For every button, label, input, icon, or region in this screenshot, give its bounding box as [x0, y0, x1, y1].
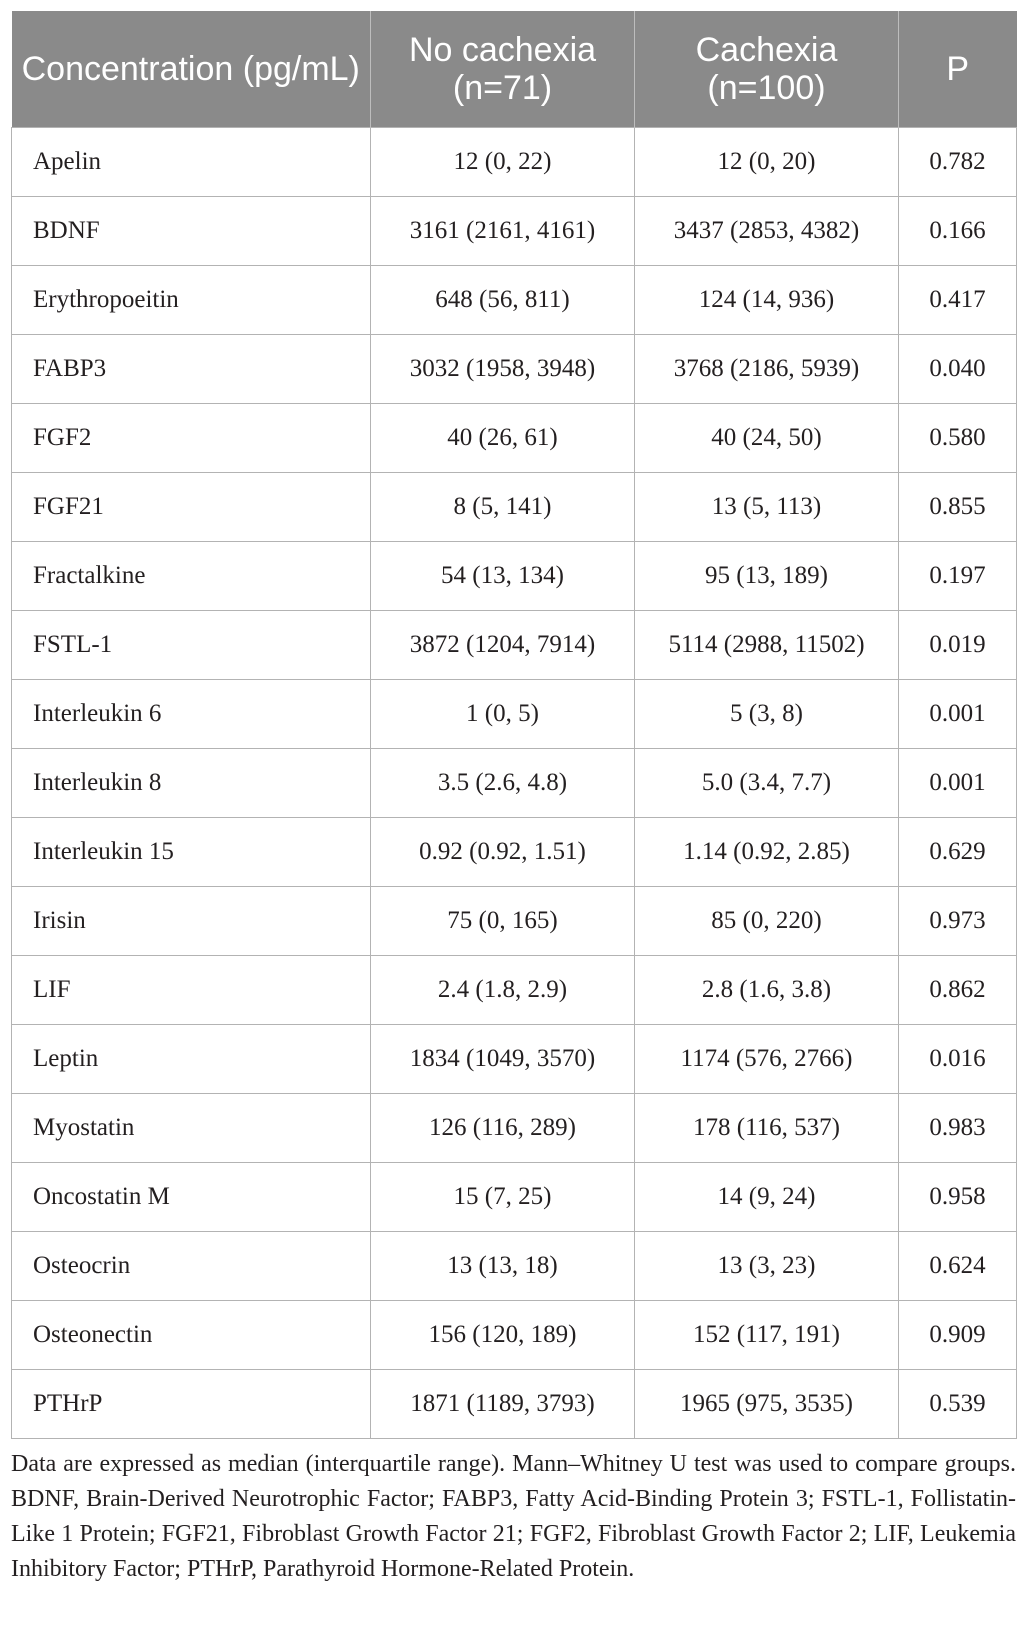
- table-row: [12, 127, 1017, 196]
- table-row: [12, 1024, 1017, 1093]
- header-concentration: Concentration (pg/mL): [12, 11, 371, 127]
- p-value-cell: 0.001: [899, 748, 1017, 817]
- p-value-cell: 0.973: [899, 886, 1017, 955]
- header-no-cachexia: No cachexia (n=71): [371, 11, 635, 127]
- table-row: [12, 541, 1017, 610]
- cachexia-cell: 5114 (2988, 11502): [635, 610, 899, 679]
- table-row: [12, 748, 1017, 817]
- row-name-cell: Interleukin 6: [12, 679, 371, 748]
- no-cachexia-cell: 3161 (2161, 4161): [371, 196, 635, 265]
- p-value-cell: 0.040: [899, 334, 1017, 403]
- p-value-cell: 0.862: [899, 955, 1017, 1024]
- table-row: [12, 817, 1017, 886]
- row-name-cell: Myostatin: [12, 1093, 371, 1162]
- no-cachexia-cell: 1834 (1049, 3570): [371, 1024, 635, 1093]
- table-row: [12, 1231, 1017, 1300]
- no-cachexia-cell: 54 (13, 134): [371, 541, 635, 610]
- table-footnote: Data are expressed as median (interquartile range). Mann–Whitney U test was used to compare groups. BDNF, Brain-Derived Neurotrophic Factor; FABP3, Fatty Acid-Binding Protein 3; FSTL-1, Follistatin-Like 1 Protein; FGF21, Fibroblast Growth Factor 21; FGF2, Fibroblast Growth Factor 2; LIF, Leukemia Inhibitory Factor; PTHrP, Parathyroid Hormone-Related Protein.: [11, 1450, 1016, 1582]
- p-value-cell: 0.629: [899, 817, 1017, 886]
- row-name-cell: Apelin: [12, 127, 371, 196]
- row-name-cell: BDNF: [12, 196, 371, 265]
- p-value-cell: 0.166: [899, 196, 1017, 265]
- p-value-cell: 0.782: [899, 127, 1017, 196]
- p-value-cell: 0.909: [899, 1300, 1017, 1369]
- p-value-cell: 0.539: [899, 1369, 1017, 1438]
- cachexia-cell: 14 (9, 24): [635, 1162, 899, 1231]
- cachexia-cell: 3768 (2186, 5939): [635, 334, 899, 403]
- no-cachexia-cell: 8 (5, 141): [371, 472, 635, 541]
- cachexia-cell: 5 (3, 8): [635, 679, 899, 748]
- cachexia-cell: 1965 (975, 3535): [635, 1369, 899, 1438]
- header-row: [12, 11, 1017, 127]
- no-cachexia-cell: 156 (120, 189): [371, 1300, 635, 1369]
- no-cachexia-cell: 3.5 (2.6, 4.8): [371, 748, 635, 817]
- no-cachexia-cell: 3032 (1958, 3948): [371, 334, 635, 403]
- table-row: [12, 1093, 1017, 1162]
- row-name-cell: Oncostatin M: [12, 1162, 371, 1231]
- no-cachexia-cell: 2.4 (1.8, 2.9): [371, 955, 635, 1024]
- row-name-cell: FGF21: [12, 472, 371, 541]
- cytokine-table: [11, 11, 1017, 1439]
- cachexia-cell: 40 (24, 50): [635, 403, 899, 472]
- p-value-cell: 0.016: [899, 1024, 1017, 1093]
- table-row: [12, 610, 1017, 679]
- row-name-cell: Erythropoeitin: [12, 265, 371, 334]
- p-value-cell: 0.417: [899, 265, 1017, 334]
- table-row: [12, 1162, 1017, 1231]
- p-value-cell: 0.958: [899, 1162, 1017, 1231]
- row-name-cell: Fractalkine: [12, 541, 371, 610]
- p-value-cell: 0.019: [899, 610, 1017, 679]
- no-cachexia-cell: 3872 (1204, 7914): [371, 610, 635, 679]
- row-name-cell: FABP3: [12, 334, 371, 403]
- no-cachexia-cell: 1871 (1189, 3793): [371, 1369, 635, 1438]
- header-p-value: P: [899, 11, 1017, 127]
- cachexia-cell: 1.14 (0.92, 2.85): [635, 817, 899, 886]
- cachexia-cell: 85 (0, 220): [635, 886, 899, 955]
- table-row: [12, 403, 1017, 472]
- table-row: [12, 472, 1017, 541]
- no-cachexia-cell: 15 (7, 25): [371, 1162, 635, 1231]
- row-name-cell: Osteocrin: [12, 1231, 371, 1300]
- table-row: [12, 886, 1017, 955]
- table-header: [12, 11, 1017, 127]
- row-name-cell: FGF2: [12, 403, 371, 472]
- p-value-cell: 0.001: [899, 679, 1017, 748]
- cachexia-cell: 13 (5, 113): [635, 472, 899, 541]
- no-cachexia-cell: 12 (0, 22): [371, 127, 635, 196]
- table-row: [12, 1369, 1017, 1438]
- row-name-cell: Irisin: [12, 886, 371, 955]
- no-cachexia-cell: 1 (0, 5): [371, 679, 635, 748]
- row-name-cell: PTHrP: [12, 1369, 371, 1438]
- no-cachexia-cell: 75 (0, 165): [371, 886, 635, 955]
- cachexia-cell: 12 (0, 20): [635, 127, 899, 196]
- cachexia-cell: 13 (3, 23): [635, 1231, 899, 1300]
- row-name-cell: Osteonectin: [12, 1300, 371, 1369]
- p-value-cell: 0.624: [899, 1231, 1017, 1300]
- header-cachexia: Cachexia (n=100): [635, 11, 899, 127]
- table-row: [12, 196, 1017, 265]
- no-cachexia-cell: 40 (26, 61): [371, 403, 635, 472]
- p-value-cell: 0.983: [899, 1093, 1017, 1162]
- cachexia-cell: 5.0 (3.4, 7.7): [635, 748, 899, 817]
- cachexia-cell: 3437 (2853, 4382): [635, 196, 899, 265]
- row-name-cell: Leptin: [12, 1024, 371, 1093]
- p-value-cell: 0.855: [899, 472, 1017, 541]
- cachexia-cell: 124 (14, 936): [635, 265, 899, 334]
- table-body: [12, 127, 1017, 1438]
- table-row: [12, 1300, 1017, 1369]
- no-cachexia-cell: 648 (56, 811): [371, 265, 635, 334]
- cachexia-cell: 95 (13, 189): [635, 541, 899, 610]
- table-row: [12, 955, 1017, 1024]
- no-cachexia-cell: 126 (116, 289): [371, 1093, 635, 1162]
- cachexia-cell: 1174 (576, 2766): [635, 1024, 899, 1093]
- row-name-cell: Interleukin 15: [12, 817, 371, 886]
- no-cachexia-cell: 13 (13, 18): [371, 1231, 635, 1300]
- cachexia-cell: 2.8 (1.6, 3.8): [635, 955, 899, 1024]
- row-name-cell: Interleukin 8: [12, 748, 371, 817]
- table-row: [12, 265, 1017, 334]
- p-value-cell: 0.580: [899, 403, 1017, 472]
- table-row: [12, 334, 1017, 403]
- cachexia-cell: 152 (117, 191): [635, 1300, 899, 1369]
- p-value-cell: 0.197: [899, 541, 1017, 610]
- table-container: [11, 11, 1016, 1587]
- row-name-cell: FSTL-1: [12, 610, 371, 679]
- row-name-cell: LIF: [12, 955, 371, 1024]
- table-row: [12, 679, 1017, 748]
- cachexia-cell: 178 (116, 537): [635, 1093, 899, 1162]
- no-cachexia-cell: 0.92 (0.92, 1.51): [371, 817, 635, 886]
